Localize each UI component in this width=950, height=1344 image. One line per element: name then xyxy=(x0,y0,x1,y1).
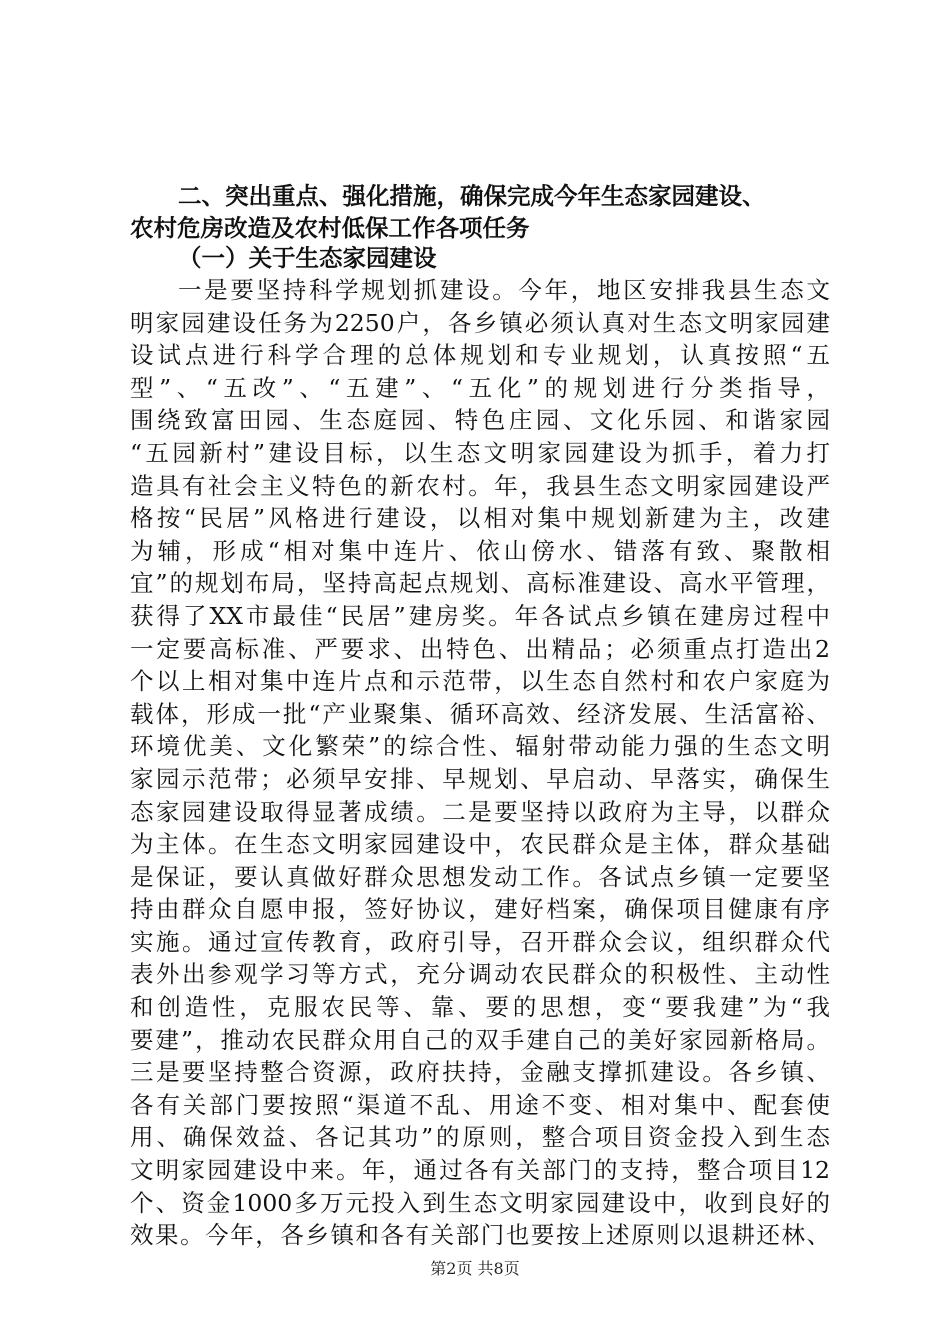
body-line: 个、资金1000多万元投入到生态文明家园建设中，收到良好的 xyxy=(130,1188,830,1217)
body-line: 宜”的规划布局，坚持高起点规划、高标准建设、高水平管理， xyxy=(130,569,830,598)
body-line: 要建”，推动农民群众用自己的双手建自己的美好家园新格局。 xyxy=(130,1025,830,1054)
body-line: 是保证，要认真做好群众思想发动工作。各试点乡镇一定要坚 xyxy=(130,862,830,891)
body-line: 家园示范带；必须早安排、早规划、早启动、早落实，确保生 xyxy=(130,764,830,793)
body-line: 为主体。在生态文明家园建设中，农民群众是主体，群众基础 xyxy=(130,830,830,859)
body-line: 持由群众自愿申报，签好协议，建好档案，确保项目健康有序 xyxy=(130,895,830,924)
body-line: 实施。通过宣传教育，政府引导，召开群众会议，组织群众代 xyxy=(130,927,830,956)
body-line: 三是要坚持整合资源，政府扶持，金融支撑抓建设。各乡镇、 xyxy=(130,1058,830,1087)
body-line: 个以上相对集中连片点和示范带，以生态自然村和农户家庭为 xyxy=(130,667,830,696)
body-line: 载体，形成一批“产业聚集、循环高效、经济发展、生活富裕、 xyxy=(130,699,830,728)
body-line: 获得了XX市最佳“民居”建房奖。年各试点乡镇在建房过程中 xyxy=(130,601,830,630)
body-line: 明家园建设任务为2250户，各乡镇必须认真对生态文明家园建 xyxy=(130,308,830,337)
subsection-heading: （一）关于生态家园建设 xyxy=(178,244,437,272)
body-line: 效果。今年，各乡镇和各有关部门也要按上述原则以退耕还林、 xyxy=(130,1221,830,1250)
body-line: 文明家园建设中来。年，通过各有关部门的支持，整合项目12 xyxy=(130,1156,830,1185)
body-line: 一定要高标准、严要求、出特色、出精品；必须重点打造出2 xyxy=(130,634,830,663)
body-line: 一是要坚持科学规划抓建设。今年，地区安排我县生态文 xyxy=(178,276,830,304)
body-line: 造具有社会主义特色的新农村。年，我县生态文明家园建设严 xyxy=(130,471,830,500)
body-line: 表外出参观学习等方式，充分调动农民群众的积极性、主动性 xyxy=(130,960,830,989)
body-line: 用、确保效益、各记其功”的原则，整合项目资金投入到生态 xyxy=(130,1123,830,1152)
body-paragraph xyxy=(130,274,830,1252)
body-line: 和创造性，克服农民等、靠、要的思想，变“要我建”为“我 xyxy=(130,993,830,1022)
body-line: 各有关部门要按照“渠道不乱、用途不变、相对集中、配套使 xyxy=(130,1090,830,1119)
section-heading-line-2: 农村危房改造及农村低保工作各项任务 xyxy=(130,214,530,242)
body-line: “五园新村”建设目标，以生态文明家园建设为抓手，着力打 xyxy=(130,438,830,467)
section-heading-line-1: 二、突出重点、强化措施，确保完成今年生态家园建设、 xyxy=(178,182,766,210)
body-line: 为辅，形成“相对集中连片、依山傍水、错落有致、聚散相 xyxy=(130,536,830,565)
body-line: 格按“民居”风格进行建设，以相对集中规划新建为主，改建 xyxy=(130,504,830,533)
page-number-footer: 第2页 共8页 xyxy=(430,1259,520,1278)
body-line: 态家园建设取得显著成绩。二是要坚持以政府为主导，以群众 xyxy=(130,797,830,826)
body-line: 设试点进行科学合理的总体规划和专业规划，认真按照“五 xyxy=(130,341,830,370)
body-line: 型”、“五改”、“五建”、“五化”的规划进行分类指导， xyxy=(130,373,830,402)
body-line: 环境优美、文化繁荣”的综合性、辐射带动能力强的生态文明 xyxy=(130,732,830,761)
body-line: 围绕致富田园、生态庭园、特色庄园、文化乐园、和谐家园 xyxy=(130,406,830,435)
